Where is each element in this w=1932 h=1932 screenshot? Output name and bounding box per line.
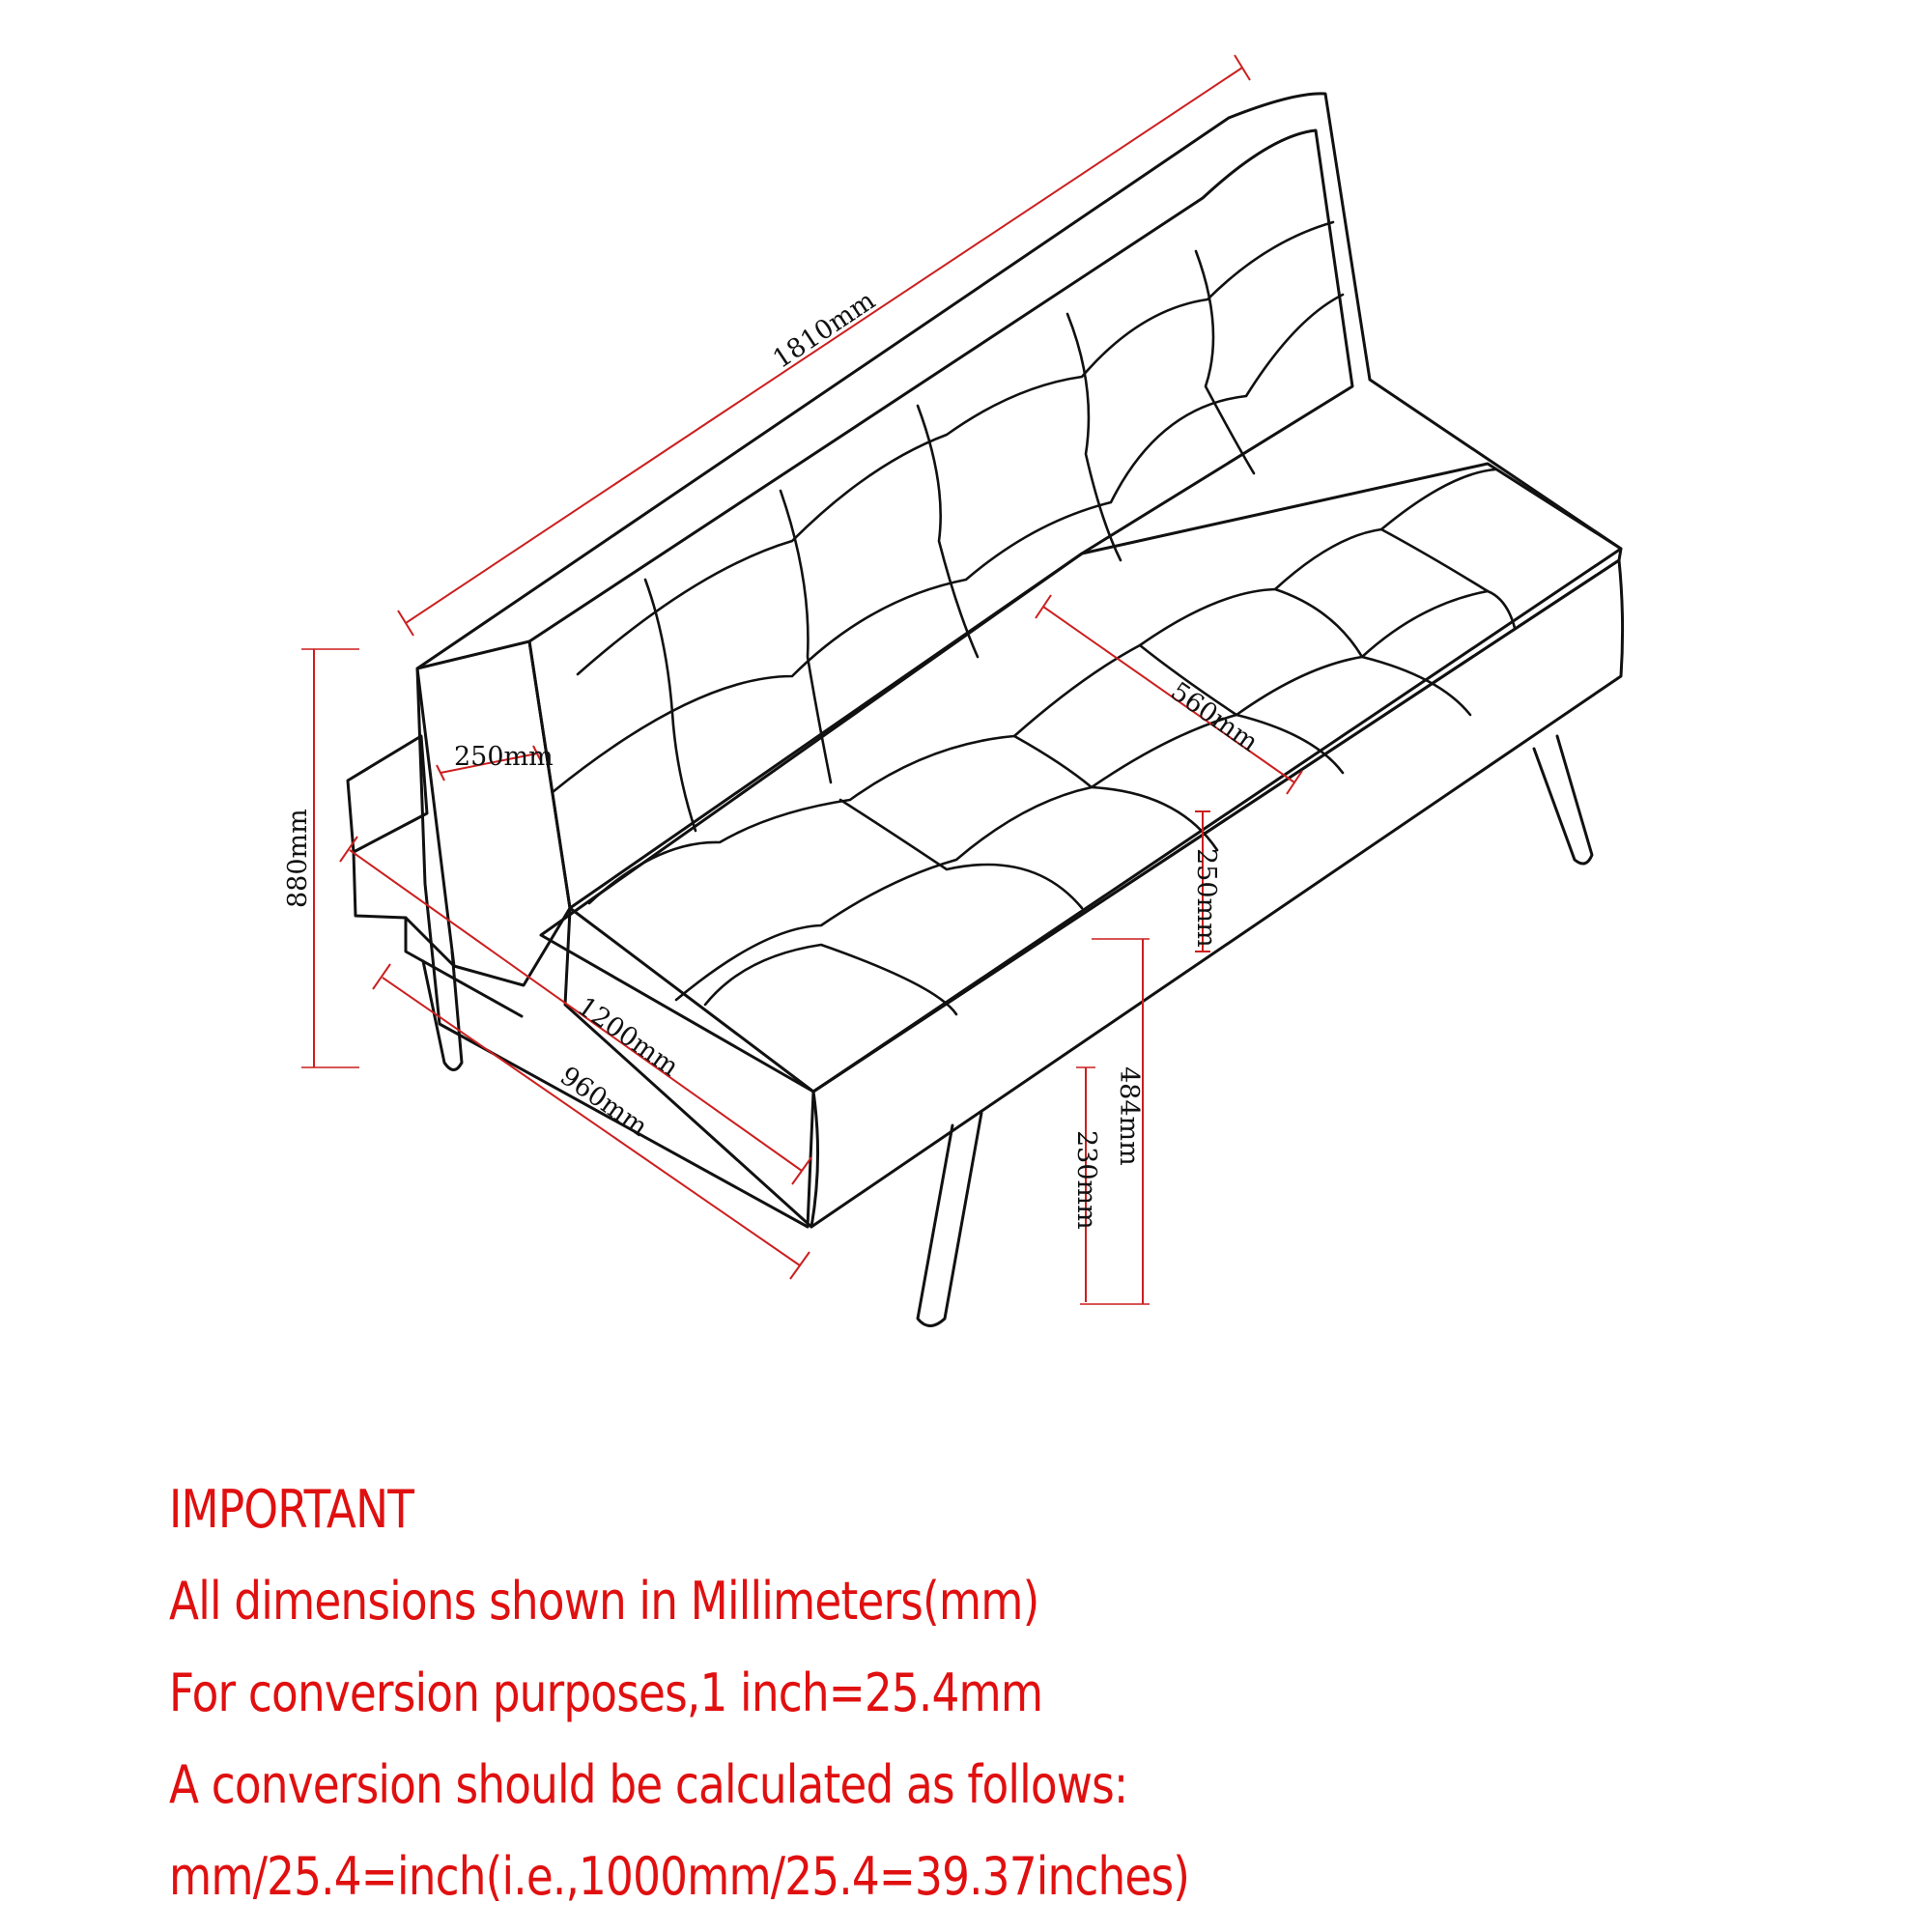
notes-line-units: All dimensions shown in Millimeters(mm) [169, 1571, 1039, 1632]
dim-label-backrest-thickness: 250mm [454, 742, 554, 772]
leg-front-middle [918, 1113, 981, 1326]
notes-line-conversion-intro: A conversion should be calculated as follows: [169, 1754, 1128, 1815]
dim-label-leg-height: 230mm [1071, 1130, 1101, 1230]
dim-label-seat-height: 484mm [1114, 1066, 1144, 1166]
seat-front-rail [565, 560, 1619, 1227]
left-arm-lower [354, 852, 454, 966]
dim-label-overall-depth: 960mm [554, 1061, 653, 1143]
conversion-notes [169, 1463, 1811, 1922]
dim-label-cushion-height: 250mm [1191, 848, 1221, 948]
backrest-end-panel [417, 641, 570, 985]
dimension-lines [301, 55, 1302, 1304]
dim-label-overall-height: 880mm [283, 809, 313, 908]
sofa-outline [348, 94, 1623, 1227]
left-arm-top [348, 736, 427, 852]
notes-line-conversion-factor: For conversion purposes,1 inch=25.4mm [169, 1662, 1043, 1723]
dim-label-seat-depth: 560mm [1164, 676, 1264, 758]
notes-line-conversion-example: mm/25.4=inch(i.e.,1000mm/25.4=39.37inches) [169, 1846, 1190, 1907]
leg-back-right [1534, 736, 1592, 864]
dim-label-overall-length: 1810mm [767, 285, 881, 375]
dim-label-bed-depth: 1200mm [571, 991, 685, 1083]
tufting-seams [553, 222, 1515, 1014]
backrest-outer [417, 94, 1621, 1227]
notes-heading: IMPORTANT [169, 1479, 414, 1540]
